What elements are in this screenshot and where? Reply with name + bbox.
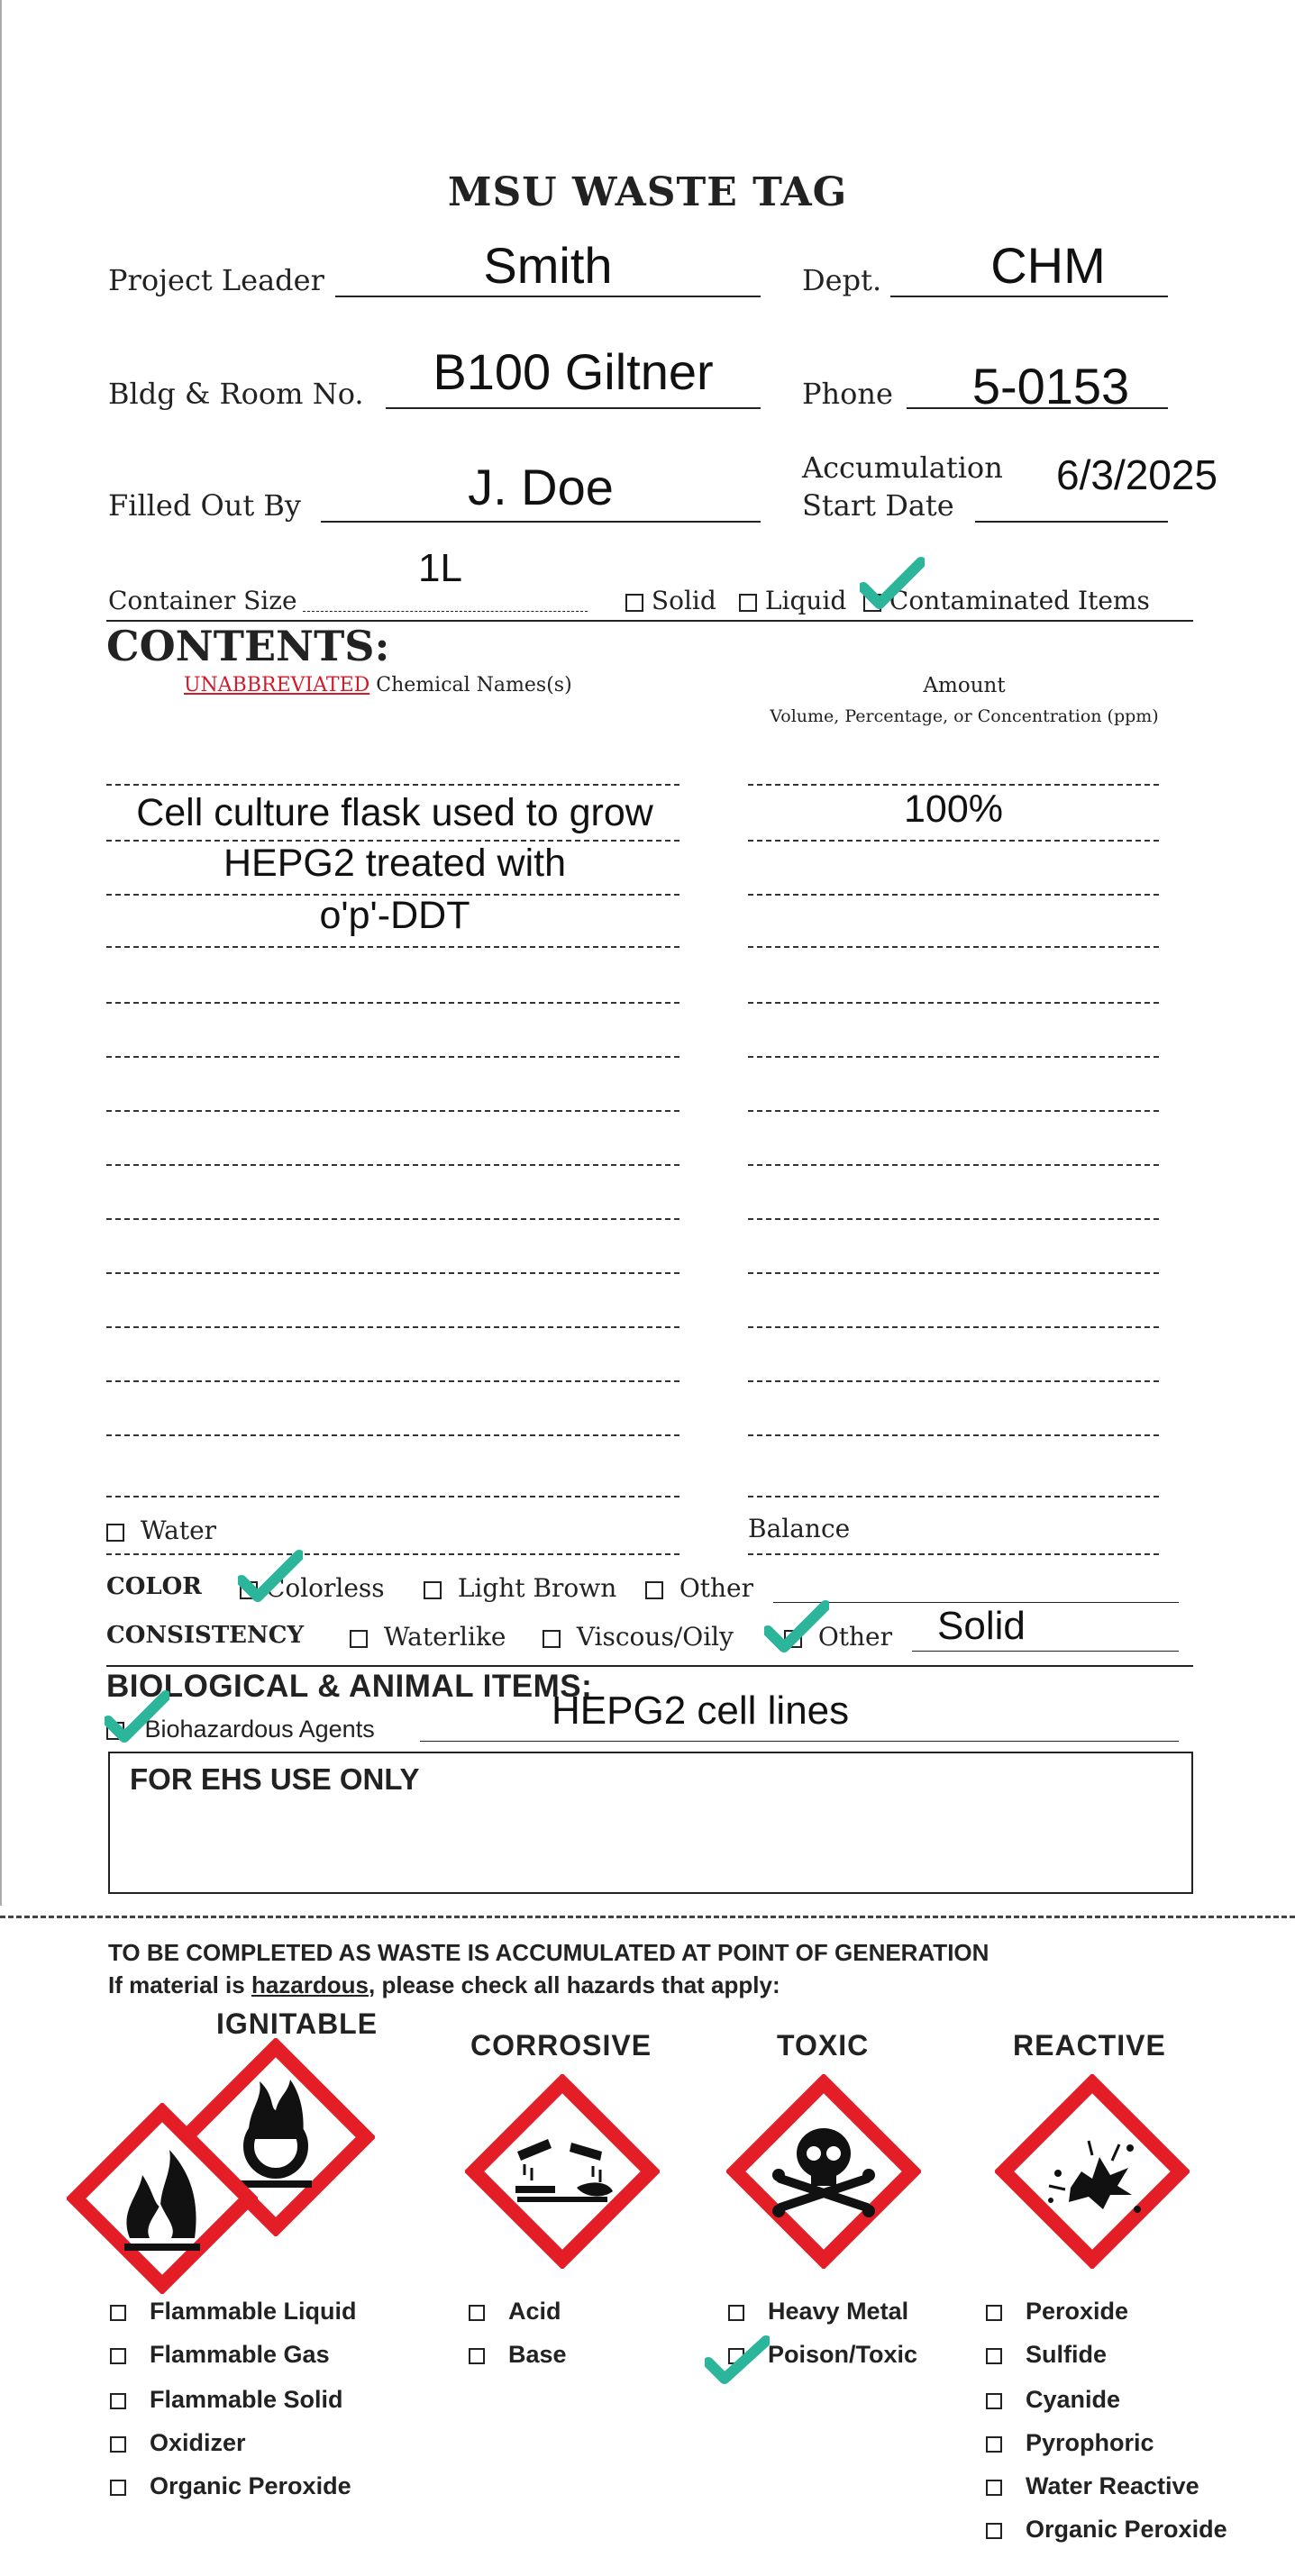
oxidizer-checkbox[interactable]	[110, 2436, 126, 2453]
chemical-name-rule	[106, 1496, 679, 1497]
amount-rule	[748, 1434, 1159, 1436]
amount-rule	[748, 1110, 1159, 1112]
container-size-label: Container Size	[108, 586, 297, 615]
organic-peroxide-reactive-option[interactable]: Organic Peroxide	[986, 2516, 1227, 2544]
filled-out-by-label: Filled Out By	[108, 488, 301, 523]
phone-field[interactable]: 5-0153	[971, 358, 1130, 414]
balance-label: Balance	[748, 1514, 851, 1543]
color-other-option[interactable]: Other	[645, 1573, 753, 1603]
bldg-room-label: Bldg & Room No.	[108, 377, 364, 411]
chemical-name-rule	[106, 1164, 679, 1166]
liquid-checkbox[interactable]	[739, 594, 757, 612]
page-title: MSU WASTE TAG	[447, 169, 848, 215]
water-reactive-option[interactable]: Water Reactive	[986, 2472, 1199, 2500]
color-other-checkbox[interactable]	[645, 1581, 663, 1599]
hazard-instruction-line2: If material is hazardous, please check all hazards that apply:	[108, 1971, 780, 1998]
solid-checkbox[interactable]	[625, 594, 643, 612]
color-label: COLOR	[106, 1573, 202, 1600]
waterlike-option[interactable]: Waterlike	[350, 1622, 506, 1652]
container-size-field[interactable]: 1L	[418, 546, 462, 590]
check-mark-icon	[105, 1690, 169, 1743]
dept-field[interactable]: CHM	[990, 237, 1106, 294]
amount-rule	[748, 1218, 1159, 1220]
chemical-name-rule	[106, 1218, 679, 1220]
chemical-names-label: UNABBREVIATED Chemical Names(s)	[184, 674, 572, 696]
start-date-field[interactable]: 6/3/2025	[1056, 451, 1218, 498]
contaminated-items-option[interactable]: Contaminated Items	[863, 586, 1150, 615]
consistency-label: CONSISTENCY	[106, 1622, 305, 1649]
reactive-title: REACTIVE	[1013, 2029, 1166, 2062]
water-option[interactable]: Water	[106, 1516, 216, 1545]
check-mark-icon	[860, 557, 925, 609]
amount-rule	[748, 1002, 1159, 1004]
flame-icon	[67, 2103, 258, 2294]
project-leader-field[interactable]: Smith	[483, 237, 613, 294]
colorless-option[interactable]: Colorless	[240, 1573, 385, 1603]
water-reactive-checkbox[interactable]	[986, 2480, 1002, 2496]
chemical-name-rule	[106, 784, 679, 786]
viscous-checkbox[interactable]	[543, 1630, 561, 1648]
amount-rule	[748, 1496, 1159, 1497]
explosive-icon	[995, 2074, 1190, 2269]
chemical-name-line-2[interactable]: HEPG2 treated with	[223, 842, 566, 885]
light-brown-option[interactable]: Light Brown	[424, 1573, 616, 1603]
project-leader-label: Project Leader	[108, 263, 324, 297]
flammable-gas-option[interactable]: Flammable Gas	[110, 2341, 330, 2369]
chemical-name-rule	[106, 1380, 679, 1382]
pyrophoric-checkbox[interactable]	[986, 2436, 1002, 2453]
organic-peroxide-ignitable-option[interactable]: Organic Peroxide	[110, 2472, 351, 2500]
dept-label: Dept.	[802, 263, 882, 297]
amount-rule	[748, 1326, 1159, 1328]
amount-rule	[748, 1272, 1159, 1274]
consistency-other-field[interactable]: Solid	[937, 1604, 1026, 1648]
chemical-name-rule	[106, 1110, 679, 1112]
flammable-liquid-checkbox[interactable]	[110, 2305, 126, 2321]
consistency-other-line	[912, 1651, 1179, 1652]
chemical-name-rule	[106, 1434, 679, 1436]
hazard-instruction-line1: TO BE COMPLETED AS WASTE IS ACCUMULATED AT POINT OF GENERATION	[108, 1939, 989, 1966]
water-checkbox[interactable]	[106, 1524, 124, 1542]
flammable-solid-option[interactable]: Flammable Solid	[110, 2386, 343, 2414]
toxic-title: TOXIC	[777, 2029, 870, 2062]
chemical-name-rule	[106, 946, 679, 948]
amount-line-1[interactable]: 100%	[904, 787, 1003, 831]
viscous-option[interactable]: Viscous/Oily	[543, 1622, 734, 1652]
amount-label: Amount	[923, 674, 1006, 697]
flammable-liquid-option[interactable]: Flammable Liquid	[110, 2298, 357, 2326]
cyanide-option[interactable]: Cyanide	[986, 2386, 1120, 2414]
solid-option[interactable]: Solid	[625, 586, 716, 615]
dept-line	[890, 296, 1168, 297]
acid-option[interactable]: Acid	[469, 2298, 561, 2326]
ehs-box	[108, 1752, 1193, 1894]
chemical-name-rule	[106, 1326, 679, 1328]
chemical-name-rule	[106, 1056, 679, 1058]
consistency-row-rule	[106, 1665, 1193, 1667]
ignitable-title: IGNITABLE	[216, 2007, 378, 2040]
container-size-line	[303, 611, 588, 612]
corrosive-icon	[465, 2074, 660, 2269]
chemical-name-rule	[106, 1272, 679, 1274]
bldg-room-line	[386, 407, 761, 409]
amount-sublabel: Volume, Percentage, or Concentration (ppm)	[770, 706, 1159, 726]
waterlike-checkbox[interactable]	[350, 1630, 368, 1648]
acid-checkbox[interactable]	[469, 2305, 485, 2321]
base-checkbox[interactable]	[469, 2348, 485, 2364]
organic-peroxide-reactive-checkbox[interactable]	[986, 2523, 1002, 2539]
project-leader-line	[335, 296, 761, 297]
amount-rule	[748, 894, 1159, 896]
amount-rule	[748, 1056, 1159, 1058]
amount-rule	[748, 946, 1159, 948]
start-date-line	[975, 521, 1168, 523]
sulfide-option[interactable]: Sulfide	[986, 2341, 1107, 2369]
amount-rule	[748, 840, 1159, 842]
accumulation-label: Accumulation	[802, 451, 1003, 485]
contents-heading: CONTENTS:	[106, 622, 390, 670]
biohazardous-agents-line	[420, 1741, 1179, 1742]
flammable-gas-checkbox[interactable]	[110, 2348, 126, 2364]
heavy-metal-option[interactable]: Heavy Metal	[728, 2298, 908, 2326]
bldg-room-field[interactable]: B100 Giltner	[433, 343, 714, 400]
pyrophoric-option[interactable]: Pyrophoric	[986, 2429, 1154, 2457]
liquid-option[interactable]: Liquid	[739, 586, 846, 615]
heavy-metal-checkbox[interactable]	[728, 2305, 744, 2321]
consistency-other-option[interactable]: Other	[784, 1622, 892, 1652]
phone-label: Phone	[802, 377, 893, 411]
chemical-name-rule	[106, 1002, 679, 1004]
biohazardous-agents-option[interactable]: Biohazardous Agents	[106, 1716, 375, 1743]
amount-rule	[748, 1164, 1159, 1166]
cyanide-checkbox[interactable]	[986, 2393, 1002, 2409]
biohazardous-agents-field[interactable]: HEPG2 cell lines	[552, 1689, 850, 1733]
flammable-solid-checkbox[interactable]	[110, 2393, 126, 2409]
check-mark-icon	[764, 1600, 829, 1652]
poison-toxic-option[interactable]: Poison/Toxic	[728, 2341, 917, 2369]
filled-out-by-field[interactable]: J. Doe	[468, 459, 614, 515]
base-option[interactable]: Base	[469, 2341, 567, 2369]
biological-heading: BIOLOGICAL & ANIMAL ITEMS:	[106, 1669, 593, 1704]
ehs-label: FOR EHS USE ONLY	[130, 1762, 420, 1796]
amount-rule	[748, 784, 1159, 786]
chemical-name-rule	[106, 1553, 679, 1555]
organic-peroxide-ignitable-checkbox[interactable]	[110, 2480, 126, 2496]
page-edge	[0, 0, 2, 1906]
amount-rule	[748, 1380, 1159, 1382]
oxidizer-option[interactable]: Oxidizer	[110, 2429, 246, 2457]
chemical-name-line-1[interactable]: Cell culture flask used to grow	[136, 791, 653, 834]
check-mark-icon	[238, 1550, 303, 1602]
check-mark-icon	[705, 2335, 770, 2388]
filled-out-by-line	[321, 521, 761, 523]
skull-crossbones-icon	[726, 2074, 921, 2269]
corrosive-title: CORROSIVE	[470, 2029, 652, 2062]
cut-line	[0, 1916, 1295, 1918]
color-other-line	[773, 1602, 1179, 1603]
peroxide-option[interactable]: Peroxide	[986, 2298, 1128, 2326]
light-brown-checkbox[interactable]	[424, 1581, 442, 1599]
start-date-label: Start Date	[802, 488, 954, 523]
sulfide-checkbox[interactable]	[986, 2348, 1002, 2364]
chemical-name-line-3[interactable]: o'p'-DDT	[319, 894, 470, 937]
peroxide-checkbox[interactable]	[986, 2305, 1002, 2321]
amount-rule	[748, 1553, 1159, 1555]
